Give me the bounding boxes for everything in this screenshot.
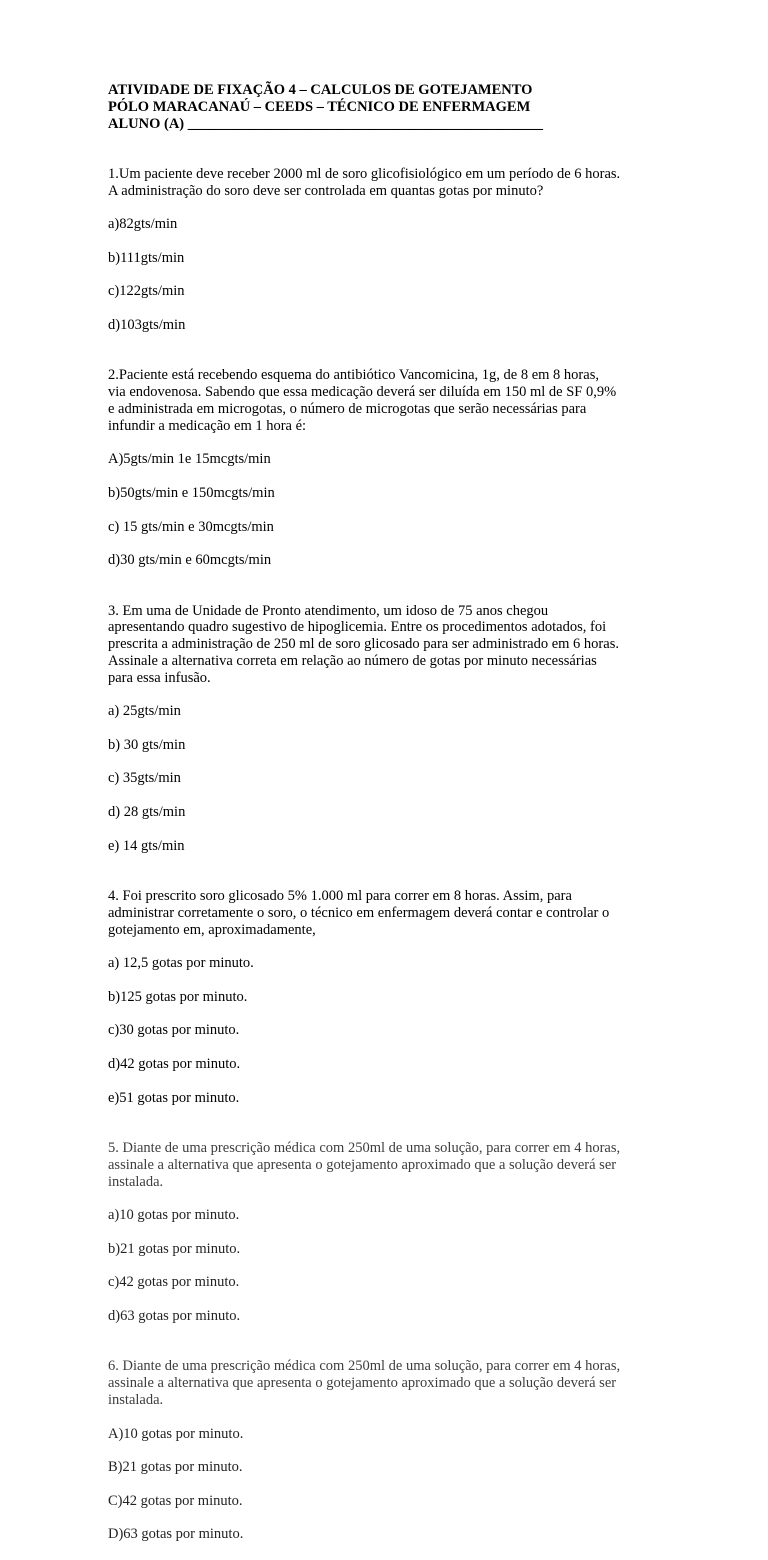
document-header [108,82,748,133]
option-b: b)21 gotas por minuto. [108,1240,241,1257]
option-d: d)63 gotas por minuto. [108,1307,241,1324]
option-c: c) 15 gts/min e 30mcgts/min [108,518,274,535]
option-d: d)42 gotas por minuto. [108,1056,241,1073]
student-name-line: ALUNO (A) _________________________________________________ [108,116,543,132]
option-c: C)42 gotas por minuto. [108,1492,243,1509]
question-5 [108,1123,748,1341]
option-a: a) 25gts/min [108,703,181,720]
question-stem: 4. Foi prescrito soro glicosado 5% 1.000 ml para correr em 8 horas. Assim, para administrar corretamente o soro, o técnico em enfermagem deverá contar e controlar o gotejamento em, aproximadamente, [108,888,610,938]
question-stem: 6. Diante de uma prescrição médica com 250ml de uma solução, para correr em 4 horas, assinale a alternativa que apresenta o gotejamento aproximado que a solução deverá ser instalada. [108,1358,621,1408]
option-d: d)30 gts/min e 60mcgts/min [108,552,272,569]
question-stem: 3. Em uma de Unidade de Pronto atendimento, um idoso de 75 anos chegou apresentando quadro sugestivo de hipoglicemia. Entre os procedimentos adotados, foi prescrita a administração de 250 ml de soro glicosado para ser administrado em 6 horas. Assinale a alternativa correta em relação ao número de gotas por minuto necessárias para essa infusão. [108,602,619,686]
option-b: b)50gts/min e 150mcgts/min [108,484,275,501]
questions-list [108,149,748,1560]
option-d: d)103gts/min [108,316,186,333]
option-a: A)5gts/min 1e 15mcgts/min [108,451,271,468]
option-c: c)30 gotas por minuto. [108,1022,240,1039]
option-a: a)82gts/min [108,216,178,233]
question-2 [108,351,748,586]
document-page [108,82,748,1560]
option-c: c)122gts/min [108,283,185,300]
option-a: a)10 gotas por minuto. [108,1207,240,1224]
question-6 [108,1342,748,1560]
question-stem: 5. Diante de uma prescrição médica com 250ml de uma solução, para correr em 4 horas, assinale a alternativa que apresenta o gotejamento aproximado que a solução deverá ser instalada. [108,1140,621,1190]
question-1 [108,149,748,351]
question-stem: 1.Um paciente deve receber 2000 ml de soro glicofisiológico em um período de 6 horas. A administração do soro deve ser controlada em quantas gotas por minuto? [108,165,621,199]
option-d: d) 28 gts/min [108,804,186,821]
option-c: c)42 gotas por minuto. [108,1274,240,1291]
option-a: a) 12,5 gotas por minuto. [108,955,254,972]
activity-title: ATIVIDADE DE FIXAÇÃO 4 – CALCULOS DE GOTEJAMENTO [108,82,533,98]
option-d: D)63 gotas por minuto. [108,1526,244,1543]
option-b: b) 30 gts/min [108,736,186,753]
option-e: e) 14 gts/min [108,837,185,854]
course-subtitle: PÓLO MARACANAÚ – CEEDS – TÉCNICO DE ENFERMAGEM [108,99,531,115]
option-b: b)111gts/min [108,249,185,266]
question-3 [108,586,748,872]
question-4 [108,871,748,1123]
option-a: A)10 gotas por minuto. [108,1425,244,1442]
option-e: e)51 gotas por minuto. [108,1089,240,1106]
option-b: b)125 gotas por minuto. [108,988,248,1005]
option-c: c) 35gts/min [108,770,181,787]
question-stem: 2.Paciente está recebendo esquema do antibiótico Vancomicina, 1g, de 8 em 8 horas, via endovenosa. Sabendo que essa medicação deverá ser diluída em 150 ml de SF 0,9% e administrada em microgotas, o número de microgotas que serão necessárias para infundir a medicação em 1 hora é: [108,367,617,434]
option-b: B)21 gotas por minuto. [108,1459,243,1476]
